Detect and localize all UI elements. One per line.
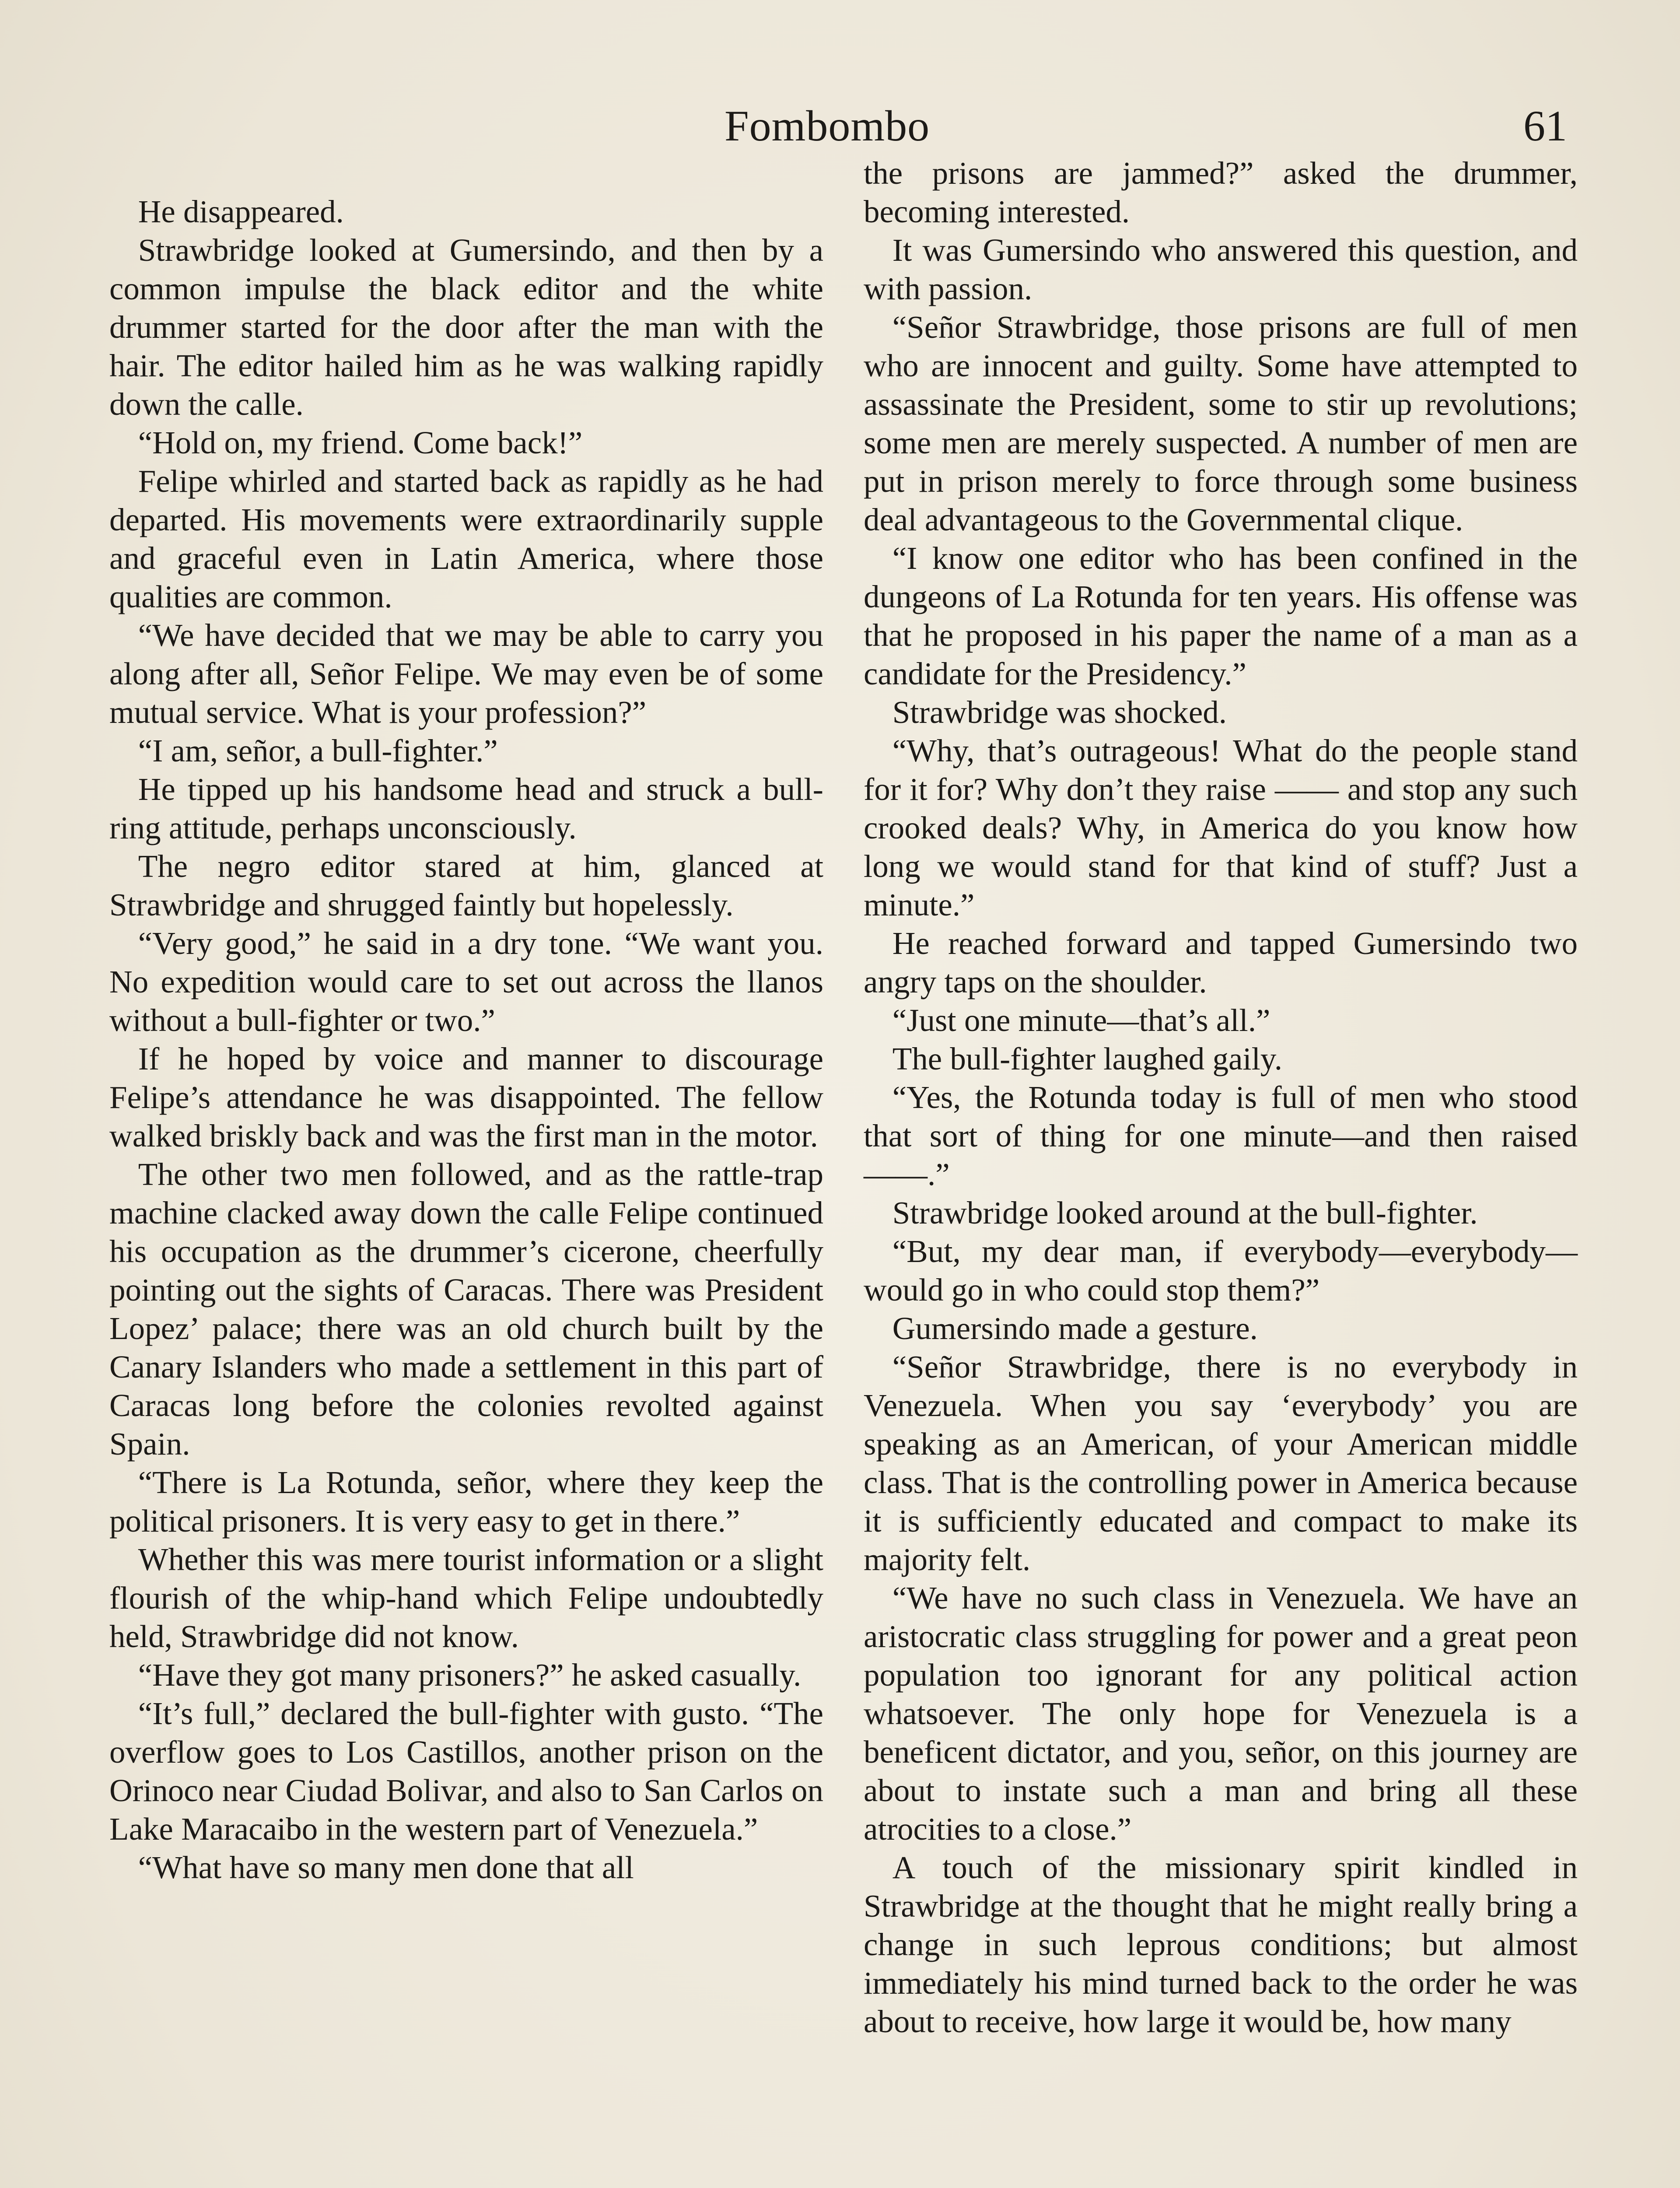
paragraph: “Why, that’s outrageous! What do the people stand for it for? Why don’t they raise —— and stop any such crooked deals? Why, in America do you know how long we would stand for that kind of stuff? Just a minute.” bbox=[864, 733, 1578, 922]
paragraph: The negro editor stared at him, glanced at Strawbridge and shrugged faintly but hopelessly. bbox=[109, 849, 823, 922]
paragraph: If he hoped by voice and manner to discourage Felipe’s attendance he was disappointed. The fellow walked briskly back and was the first man in the motor. bbox=[109, 1041, 823, 1154]
paragraph: “We have no such class in Venezuela. We have an aristocratic class struggling for power and a great peon population too ignorant for any political action whatsoever. The only hope for Venezuela is a beneficent dictator, and you, señor, on this journey are about to instate such a man and bring all these atrocities to a close.” bbox=[864, 1580, 1578, 1847]
paragraph: He reached forward and tapped Gumersindo two angry taps on the shoulder. bbox=[864, 926, 1578, 999]
paragraph: “Have they got many prisoners?” he asked casually. bbox=[138, 1657, 802, 1693]
paragraph: “What have so many men done that all bbox=[138, 1850, 634, 1885]
paragraph: “But, my dear man, if everybody—everybody—would go in who could stop them?” bbox=[864, 1234, 1578, 1308]
paragraph: “I know one editor who has been confined in the dungeons of La Rotunda for ten years. His offense was that he proposed in his paper the name of a man as a candidate for the Presidency.” bbox=[864, 540, 1578, 691]
paragraph: “There is La Rotunda, señor, where they keep the political prisoners. It is very easy to get in there.” bbox=[109, 1465, 823, 1539]
paragraph: “I am, señor, a bull-fighter.” bbox=[138, 733, 498, 768]
paragraph: “Señor Strawbridge, there is no everybody in Venezuela. When you say ‘everybody’ you are speaking as an American, of your American middle class. That is the controlling power in America because it is sufficiently educated and compact to make its majority felt. bbox=[864, 1349, 1578, 1577]
paragraph: The bull-fighter laughed gaily. bbox=[892, 1041, 1282, 1076]
paragraph: He disappeared. bbox=[138, 194, 344, 229]
paragraph: “We have decided that we may be able to carry you along after all, Señor Felipe. We may even be of some mutual service. What is your profession?” bbox=[109, 617, 823, 730]
paragraph: Strawbridge looked around at the bull-fighter. bbox=[892, 1195, 1478, 1231]
paragraph: Strawbridge looked at Gumersindo, and then by a common impulse the black editor and the white drummer started for the door after the man with the hair. The editor hailed him as he was walking rapidly down the calle. bbox=[109, 232, 823, 422]
paragraph: Whether this was mere tourist information or a slight flourish of the whip-hand which Felipe undoubtedly held, Strawbridge did not know. bbox=[109, 1542, 823, 1654]
paragraph: “Hold on, my friend. Come back!” bbox=[138, 425, 583, 460]
page-header bbox=[0, 101, 1680, 158]
page-number: 61 bbox=[1523, 102, 1567, 150]
paragraph: Felipe whirled and started back as rapidly as he had departed. His movements were extraordinarily supple and graceful even in Latin America, where those qualities are common. bbox=[109, 463, 823, 614]
paragraph: “Very good,” he said in a dry tone. “We want you. No expedition would care to set out across the llanos without a bull-fighter or two.” bbox=[109, 926, 823, 1038]
paragraph: Gumersindo made a gesture. bbox=[892, 1311, 1258, 1346]
paragraph: “Señor Strawbridge, those prisons are full of men who are innocent and guilty. Some have attempted to assassinate the President, some to stir up revolutions; some men are merely suspected. A number of men are put in prison merely to force through some business deal advantageous to the Governmental clique. bbox=[864, 309, 1578, 537]
left-column bbox=[109, 193, 823, 1887]
paragraph: the prisons are jammed?” asked the drummer, becoming interested. bbox=[864, 155, 1578, 229]
paragraph: A touch of the missionary spirit kindled in Strawbridge at the thought that he might really bring a change in such leprous conditions; but almost immediately his mind turned back to the order he was about to receive, how large it would be, how many bbox=[864, 1850, 1578, 2039]
right-column bbox=[864, 154, 1578, 2041]
paragraph: “Yes, the Rotunda today is full of men who stood that sort of thing for one minute—and then raised ——.” bbox=[864, 1080, 1578, 1192]
paragraph: Strawbridge was shocked. bbox=[892, 694, 1227, 730]
paragraph: It was Gumersindo who answered this question, and with passion. bbox=[864, 232, 1578, 306]
paragraph: “It’s full,” declared the bull-fighter with gusto. “The overflow goes to Los Castillos, another prison on the Orinoco near Ciudad Bolivar, and also to San Carlos on Lake Maracaibo in the western part of Venezuela.” bbox=[109, 1696, 823, 1847]
paragraph: “Just one minute—that’s all.” bbox=[892, 1003, 1270, 1038]
running-title: Fombombo bbox=[724, 102, 930, 150]
paragraph: He tipped up his handsome head and struck a bull-ring attitude, perhaps unconsciously. bbox=[109, 771, 823, 845]
paragraph: The other two men followed, and as the rattle-trap machine clacked away down the calle Felipe continued his occupation as the drummer’s cicerone, cheerfully pointing out the sights of Caracas. There was President Lopez’ palace; there was an old church built by the Canary Islanders who made a settlement in this part of Caracas long before the colonies revolted against Spain. bbox=[109, 1157, 823, 1462]
